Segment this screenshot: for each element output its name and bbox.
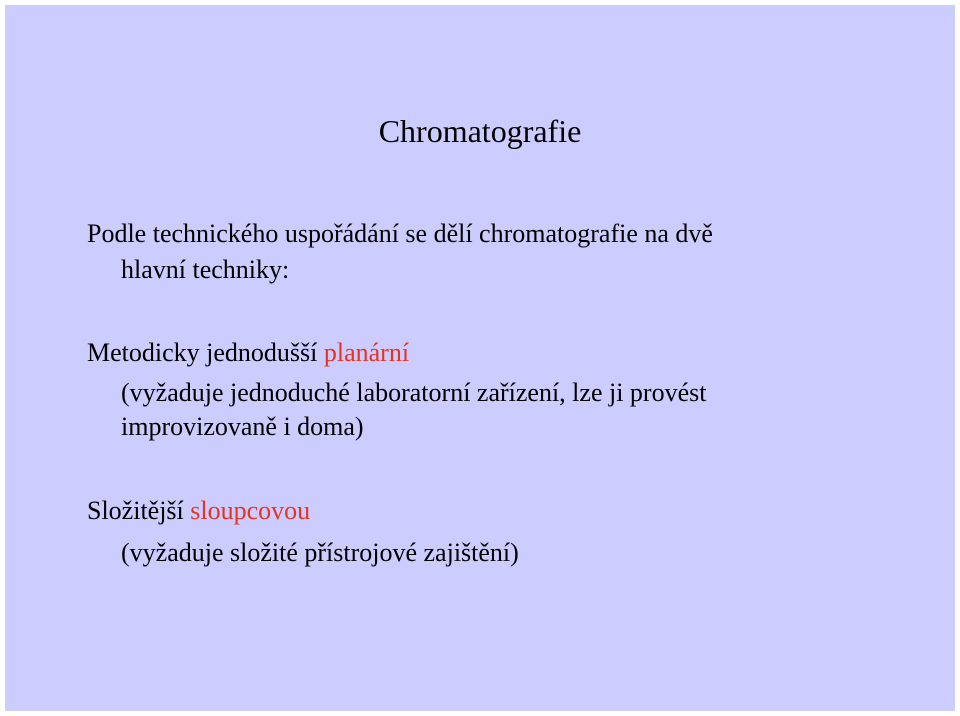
item-planar-detail-1: (vyžaduje jednoduché laboratorní zařízení, lze ji provést	[121, 378, 707, 407]
item-planar-detail-2: improvizovaně i doma)	[121, 412, 364, 441]
item-column-heading	[87, 496, 310, 526]
item-planar-lead: Metodicky jednodušší	[87, 338, 324, 367]
item-column-lead: Složitější	[87, 496, 191, 525]
item-planar-highlight: planární	[323, 338, 410, 367]
intro-line-2: hlavní techniky:	[121, 255, 290, 284]
slide-title: Chromatografie	[378, 113, 582, 149]
intro-line-1: Podle technického uspořádání se dělí chromatografie na dvě	[87, 219, 713, 248]
slide	[5, 5, 955, 711]
item-planar-heading	[87, 338, 409, 368]
item-column-detail-1: (vyžaduje složité přístrojové zajištění)	[121, 538, 519, 567]
item-column-highlight: sloupcovou	[190, 496, 311, 525]
